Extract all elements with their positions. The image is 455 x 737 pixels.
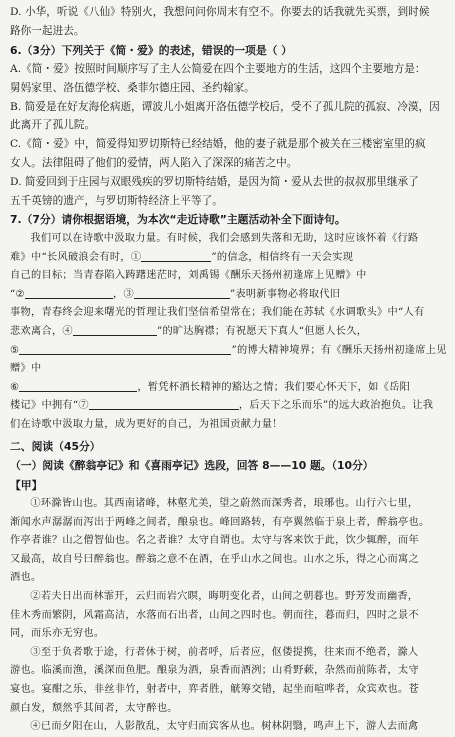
subsection-title: （一）阅读《醉翁亭记》和《喜雨亭记》选段，回答 8——10 题。（10分） xyxy=(10,459,374,472)
passage-line: 佳木秀而繁阴，风霜高洁，水落而石出者，山间之四时也。朝而往，暮而归，四时之景不 xyxy=(10,609,420,621)
blank-7[interactable] xyxy=(89,397,239,410)
passage-line: ②若夫日出而林霏开，云归而岩穴暝，晦明变化者，山间之朝暮也。野芳发而幽香， xyxy=(30,590,419,602)
blank-4[interactable] xyxy=(73,323,157,336)
passage-line: 同，而乐亦无穷也。 xyxy=(10,628,105,640)
blank-6[interactable] xyxy=(19,379,137,392)
text-span: ，后天下之乐而乐”的远大政治抱负。让我 xyxy=(238,400,434,412)
question-6-title: 6.（3分）下列关于《简・爱》的表述，错误的一项是（ ） xyxy=(10,43,293,57)
option-b-cont: 此离开了孤儿院。 xyxy=(10,119,96,132)
text-span: ，暂凭杯酒长精神的豁达之情；我们要心怀天下，如《岳阳 xyxy=(137,381,411,393)
text-span: 悲欢离合，④ xyxy=(10,325,73,337)
text-line: 事物，青春终会迎来曙光的哲理让我们坚信希望常在；我们能在苏轼《水调歌头》中“人有 xyxy=(10,307,425,319)
text-span: ⑥ xyxy=(10,381,20,393)
question-7-title: 7.（7分）请你根据语境，为本次“走近诗歌”主题活动补全下面诗句。 xyxy=(10,213,346,227)
text-line: D. 小华，听说《八仙》特别火，我想问问你周末有空不。你要去的话我就先买票，到时候 xyxy=(10,6,430,18)
option-a-cont: 舅妈家里、洛伍德学校、桑菲尔德庄园、圣约翰家。 xyxy=(10,81,255,94)
passage-jia xyxy=(10,495,447,737)
passage-line: 渐闻水声潺潺而泻出于两峰之间者，酿泉也。峰回路转，有亭翼然临于泉上者，醉翁亭也。 xyxy=(10,516,430,528)
passage-line: ①环滁皆山也。其西南诸峰，林壑尤美，望之蔚然而深秀者，琅琊也。山行六七里， xyxy=(30,498,419,509)
text-span: ”的博大精神境界；有《酬乐天扬州初逢席上见赠》中 xyxy=(10,344,447,375)
passage-line: 宴也。宴酣之乐，非丝非竹，射者中，弈者胜，觥筹交错，起坐而喧哗者，众宾欢也。苍 xyxy=(10,683,420,695)
passage-line: 游也。临溪而渔，溪深而鱼肥。酿泉为酒，泉香而酒洌；山肴野蔌，杂然而前陈者，太守 xyxy=(10,665,420,677)
option-d: D. 简爱回到于庄园与双眼残疾的罗切斯特结婚，是因为简・爱从去世的叔叔那里继承了 xyxy=(10,175,419,188)
blank-3[interactable] xyxy=(134,286,230,299)
text-span: ⑤ xyxy=(10,344,20,356)
text-span: ，③ xyxy=(112,288,134,300)
text-span: ”表明新事物必将取代旧 xyxy=(229,288,341,300)
text-line: 们在诗歌中汲取力量，成为更好的自己，为祖国贡献力量！ xyxy=(10,418,283,430)
text-span: “② xyxy=(10,288,25,300)
text-span: ”的旷达胸襟；有祝愿天下真人“但愿人长久， xyxy=(156,325,368,337)
text-line: 路你一起进去。 xyxy=(10,24,85,37)
option-d-previous xyxy=(10,3,447,41)
section-reading xyxy=(10,437,447,496)
section-title: 二、阅读（45分） xyxy=(10,439,101,453)
blank-2[interactable] xyxy=(25,286,113,299)
text-span: 楼记》中拥有“⑦ xyxy=(10,400,89,412)
passage-line: 作亭者谁？山之僧智仙也。名之者谁？太守自谓也。太守与客来饮于此，饮少辄醉，而年 xyxy=(10,535,420,547)
blank-5[interactable] xyxy=(19,342,231,355)
passage-line: 颜白发，颓然乎其间者，太守醉也。 xyxy=(10,702,178,714)
text-line: 自己的目标；当青春陷入踌躇迷茫时，刘禹锡《酬乐天扬州初逢席上见赠》中 xyxy=(10,270,367,282)
text-line: 我们可以在诗歌中汲取力量。有时候，我们会感到失落和无助，这时应该怀着《行路 xyxy=(30,232,419,244)
passage-line: ③至于负者歌于途，行者休于树，前者呼，后者应，伛偻提携，往来而不绝者，滁人 xyxy=(30,646,419,658)
option-c: C.《简・爱》中，简爱得知罗切斯特已经结婚，他的妻子就是那个被关在三楼密室里的疯 xyxy=(10,138,426,151)
text-span: ”的信念，相信终有一天会实现 xyxy=(211,251,354,263)
option-a: A.《简・爱》按照时间顺序写了主人公简爱在四个主要地方的生活，这四个主要地方是： xyxy=(10,63,426,76)
passage-line: 又最高，故自号曰醉翁也。醉翁之意不在酒，在乎山水之间也。山水之乐，得之心而寓之 xyxy=(10,553,420,565)
question-7 xyxy=(10,210,447,434)
passage-label: 【甲】 xyxy=(10,478,43,492)
option-b: B. 简爱是在好友海伦病逝，谭波儿小姐离开洛伍德学校后，受不了孤儿院的孤寂、冷漠，因 xyxy=(10,100,440,113)
blank-1[interactable] xyxy=(141,249,211,262)
option-c-cont: 女人。法律阻碍了他们的爱情，两人陷入了深深的痛苦之中。 xyxy=(10,157,298,170)
passage-line: ④已而夕阳在山，人影散乱，太守归而宾客从也。树林阴翳，鸣声上下，游人去而禽 xyxy=(30,721,419,733)
text-span: 难》中“长风破浪会有时，① xyxy=(10,251,142,263)
passage-line: 酒也。 xyxy=(10,572,42,584)
option-d-cont: 五千英镑的遗产，与罗切斯特经济上平等了。 xyxy=(10,194,223,207)
question-6 xyxy=(10,41,447,211)
